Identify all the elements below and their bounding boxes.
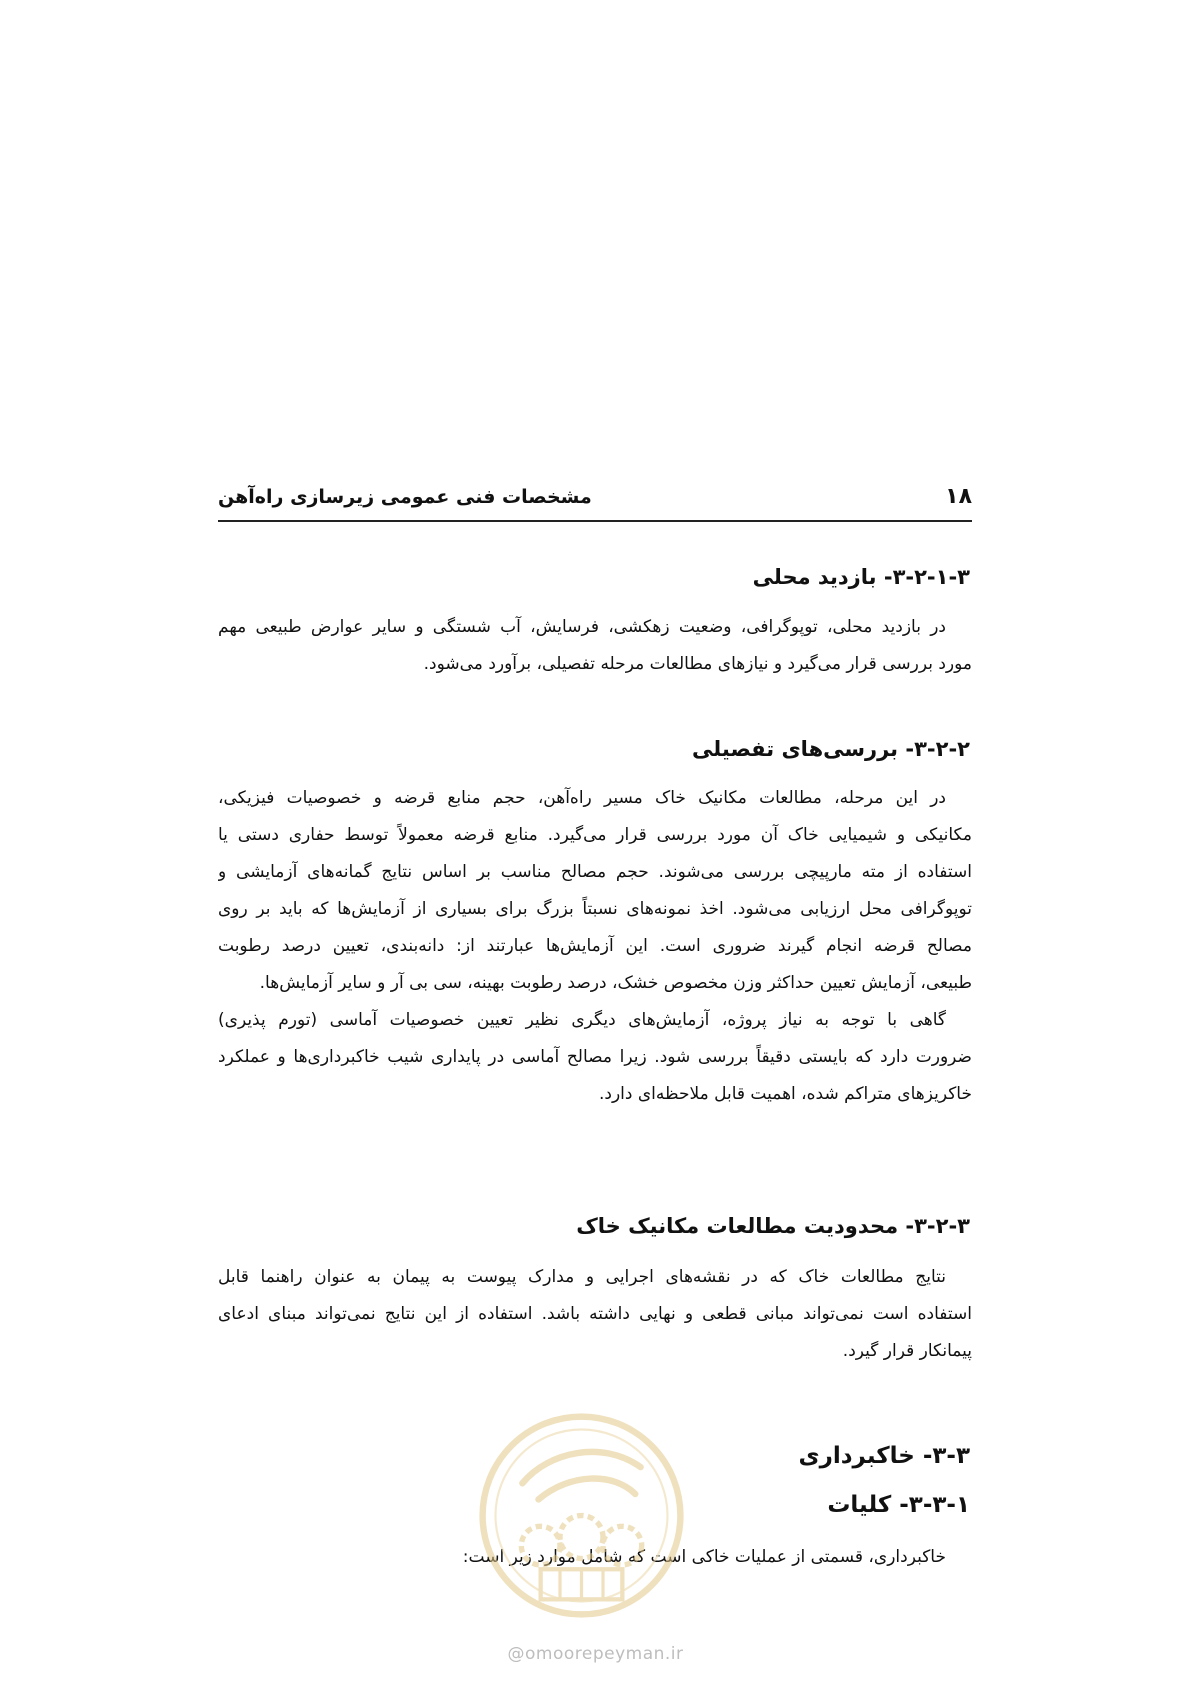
watermark-seal-icon <box>474 1408 689 1623</box>
text-line: طبیعی، آزمایش تعیین حداکثر وزن مخصوص خشک، درصد رطوبت بهینه، سی بی آر و سایر آزمایش‌ها. <box>259 973 972 993</box>
text-line: در این مرحله، مطالعات مکانیک خاک مسیر راه‌آهن، حجم منابع قرضه و خصوصیات فیزیکی، <box>218 788 946 808</box>
paragraph-detailed-studies-2 <box>218 1002 972 1113</box>
text-line: مصالح قرضه انجام گیرند ضروری است. این آزمایش‌ها عبارتند از: دانه‌بندی، تعیین درصد رطوبت <box>218 936 972 956</box>
section-heading-detailed-studies: ۳-۲-۲- بررسی‌های تفصیلی <box>692 737 970 761</box>
running-title: مشخصات فنی عمومی زیرسازی راه‌آهن <box>218 486 592 508</box>
page-header <box>218 484 972 522</box>
page-number: ۱۸ <box>945 484 972 509</box>
text-line: نتایج مطالعات خاک که در نقشه‌های اجرایی و مدارک پیوست به پیمان به عنوان راهنما قابل <box>218 1267 946 1287</box>
text-line: خاکبرداری، قسمتی از عملیات خاکی است که شامل موارد زیر است: <box>462 1547 946 1567</box>
paragraph-detailed-studies-1 <box>218 780 972 1002</box>
text-line: پیمانکار قرار گیرد. <box>842 1341 972 1361</box>
text-line: در بازدید محلی، توپوگرافی، وضعیت زهکشی، فرسایش، آب شستگی و سایر عوارض طبیعی مهم <box>218 617 946 637</box>
text-line: توپوگرافی محل ارزیابی می‌شود. اخذ نمونه‌های نسبتاً بزرگ برای بسیاری از آزمایش‌ها که باید بر روی <box>218 899 972 919</box>
section-heading-general: ۳-۳-۱- کلیات <box>827 1492 970 1518</box>
text-line: استفاده است نمی‌تواند مبانی قطعی و نهایی داشته باشد. استفاده از این نتایج نمی‌تواند مبنای ادعای <box>218 1304 972 1324</box>
section-heading-site-visit: ۳-۲-۱-۳- بازدید محلی <box>752 565 970 589</box>
text-line: گاهی با توجه به نیاز پروژه، آزمایش‌های دیگری نظیر تعیین خصوصیات آماسی (تورم پذیری) <box>218 1010 946 1030</box>
watermark-url: @omoorepeyman.ir <box>507 1644 684 1664</box>
text-line: مکانیکی و شیمیایی خاک آن مورد بررسی قرار می‌گیرد. منابع قرضه معمولاً توسط حفاری دستی یا <box>218 825 972 845</box>
paragraph-limitations <box>218 1259 972 1370</box>
text-line: استفاده از مته مارپیچی بررسی می‌شوند. حجم مصالح مناسب بر اساس نتایج گمانه‌های آزمایشی و <box>218 862 972 882</box>
section-heading-excavation: ۳-۳- خاکبرداری <box>798 1443 970 1469</box>
text-line: مورد بررسی قرار می‌گیرد و نیازهای مطالعات مرحله تفصیلی، برآورد می‌شود. <box>423 654 972 674</box>
section-heading-limitations: ۳-۲-۳- محدودیت مطالعات مکانیک خاک <box>576 1214 970 1238</box>
text-line: ضرورت دارد که بایستی دقیقاً بررسی شود. زیرا مصالح آماسی در پایداری شیب خاکبرداری‌ها و عملکرد <box>218 1047 972 1067</box>
text-line: خاکریزهای متراکم شده، اهمیت قابل ملاحظه‌ای دارد. <box>598 1084 972 1104</box>
paragraph-site-visit <box>218 609 972 683</box>
